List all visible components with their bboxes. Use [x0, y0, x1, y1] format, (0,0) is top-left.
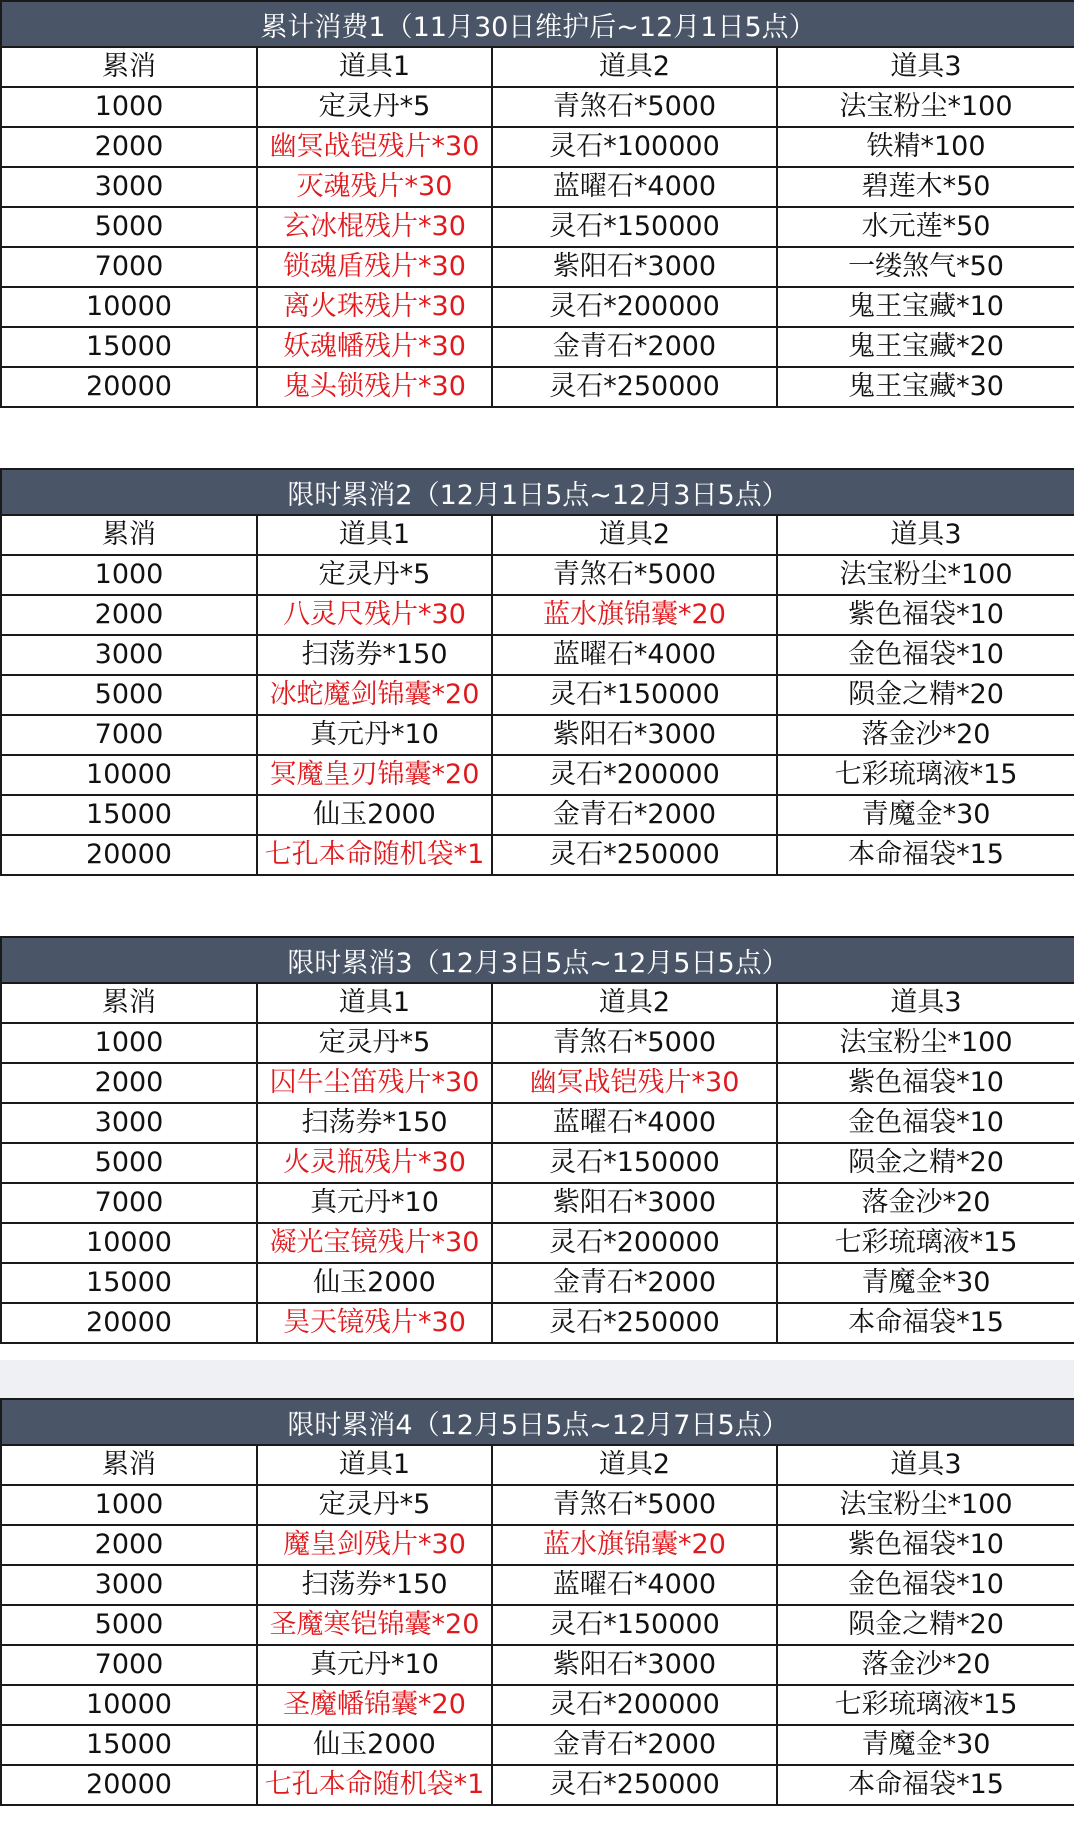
reward-table-2: [0, 468, 1074, 876]
item2-cell: 灵石*100000: [492, 127, 777, 167]
column-header: 道具1: [257, 515, 492, 555]
item2-cell: 灵石*250000: [492, 1765, 777, 1805]
item3-cell: 青魔金*30: [777, 795, 1074, 835]
table-row: [1, 1023, 1074, 1063]
amount-cell: 3000: [1, 635, 257, 675]
table-row: [1, 1063, 1074, 1103]
item2-cell: 灵石*250000: [492, 835, 777, 875]
table-row: [1, 1303, 1074, 1343]
table-row: [1, 1263, 1074, 1303]
amount-cell: 1000: [1, 555, 257, 595]
amount-cell: 5000: [1, 1605, 257, 1645]
item3-cell: 紫色福袋*10: [777, 1525, 1074, 1565]
table-row: [1, 367, 1074, 407]
item2-cell: 青煞石*5000: [492, 1023, 777, 1063]
column-header: 道具1: [257, 47, 492, 87]
table-row: [1, 755, 1074, 795]
table-row: [1, 1565, 1074, 1605]
amount-cell: 7000: [1, 247, 257, 287]
item1-cell: 仙玉2000: [257, 795, 492, 835]
gap-band: [0, 1360, 1074, 1398]
table-title: 限时累消2（12月1日5点~12月3日5点）: [1, 469, 1074, 515]
item3-cell: 青魔金*30: [777, 1263, 1074, 1303]
table-row: [1, 795, 1074, 835]
item2-cell: 紫阳石*3000: [492, 247, 777, 287]
table-row: [1, 1143, 1074, 1183]
amount-cell: 5000: [1, 207, 257, 247]
table-row: [1, 835, 1074, 875]
item1-cell: 魔皇剑残片*30: [257, 1525, 492, 1565]
amount-cell: 7000: [1, 1645, 257, 1685]
table-row: [1, 287, 1074, 327]
item3-cell: 紫色福袋*10: [777, 1063, 1074, 1103]
item3-cell: 陨金之精*20: [777, 675, 1074, 715]
item1-cell: 扫荡券*150: [257, 635, 492, 675]
item2-cell: 金青石*2000: [492, 1263, 777, 1303]
item3-cell: 法宝粉尘*100: [777, 1485, 1074, 1525]
item3-cell: 法宝粉尘*100: [777, 555, 1074, 595]
item1-cell: 圣魔幡锦囊*20: [257, 1685, 492, 1725]
item3-cell: 一缕煞气*50: [777, 247, 1074, 287]
column-header: 道具2: [492, 1445, 777, 1485]
amount-cell: 5000: [1, 1143, 257, 1183]
item2-cell: 蓝曜石*4000: [492, 167, 777, 207]
column-header: 道具3: [777, 515, 1074, 555]
item2-cell: 灵石*200000: [492, 755, 777, 795]
item1-cell: 凝光宝镜残片*30: [257, 1223, 492, 1263]
column-header: 道具1: [257, 983, 492, 1023]
item3-cell: 落金沙*20: [777, 1645, 1074, 1685]
item1-cell: 七孔本命随机袋*1: [257, 1765, 492, 1805]
item3-cell: 本命福袋*15: [777, 835, 1074, 875]
item1-cell: 真元丹*10: [257, 1645, 492, 1685]
table-row: [1, 167, 1074, 207]
item1-cell: 玄冰棍残片*30: [257, 207, 492, 247]
table-row: [1, 675, 1074, 715]
item3-cell: 金色福袋*10: [777, 1103, 1074, 1143]
reward-table: [0, 468, 1074, 876]
amount-cell: 1000: [1, 87, 257, 127]
table-header-row: [1, 515, 1074, 555]
table-row: [1, 87, 1074, 127]
table-row: [1, 1485, 1074, 1525]
item2-cell: 紫阳石*3000: [492, 1645, 777, 1685]
table-header-row: [1, 983, 1074, 1023]
item3-cell: 法宝粉尘*100: [777, 87, 1074, 127]
item1-cell: 妖魂幡残片*30: [257, 327, 492, 367]
item2-cell: 金青石*2000: [492, 327, 777, 367]
table-row: [1, 1103, 1074, 1143]
amount-cell: 2000: [1, 1525, 257, 1565]
item2-cell: 金青石*2000: [492, 795, 777, 835]
amount-cell: 1000: [1, 1485, 257, 1525]
item2-cell: 灵石*200000: [492, 287, 777, 327]
amount-cell: 20000: [1, 367, 257, 407]
item1-cell: 离火珠残片*30: [257, 287, 492, 327]
item1-cell: 定灵丹*5: [257, 1023, 492, 1063]
item2-cell: 幽冥战铠残片*30: [492, 1063, 777, 1103]
item3-cell: 紫色福袋*10: [777, 595, 1074, 635]
item1-cell: 火灵瓶残片*30: [257, 1143, 492, 1183]
item2-cell: 灵石*250000: [492, 1303, 777, 1343]
item2-cell: 青煞石*5000: [492, 87, 777, 127]
table-title: 累计消费1（11月30日维护后~12月1日5点）: [1, 1, 1074, 47]
reward-table: [0, 0, 1074, 408]
amount-cell: 1000: [1, 1023, 257, 1063]
amount-cell: 5000: [1, 675, 257, 715]
item1-cell: 灭魂残片*30: [257, 167, 492, 207]
table-row: [1, 1645, 1074, 1685]
amount-cell: 15000: [1, 327, 257, 367]
amount-cell: 2000: [1, 595, 257, 635]
column-header: 累消: [1, 983, 257, 1023]
amount-cell: 10000: [1, 1685, 257, 1725]
item3-cell: 七彩琉璃液*15: [777, 1685, 1074, 1725]
table-row: [1, 1765, 1074, 1805]
column-header: 累消: [1, 1445, 257, 1485]
item3-cell: 鬼王宝藏*30: [777, 367, 1074, 407]
item1-cell: 定灵丹*5: [257, 87, 492, 127]
amount-cell: 10000: [1, 755, 257, 795]
item3-cell: 鬼王宝藏*20: [777, 327, 1074, 367]
table-row: [1, 1183, 1074, 1223]
item3-cell: 本命福袋*15: [777, 1765, 1074, 1805]
table-row: [1, 715, 1074, 755]
amount-cell: 7000: [1, 1183, 257, 1223]
item2-cell: 紫阳石*3000: [492, 715, 777, 755]
table-header-row: [1, 1445, 1074, 1485]
reward-table-4: [0, 1398, 1074, 1806]
table-row: [1, 1605, 1074, 1645]
item1-cell: 冰蛇魔剑锦囊*20: [257, 675, 492, 715]
table-row: [1, 595, 1074, 635]
item2-cell: 灵石*150000: [492, 207, 777, 247]
amount-cell: 3000: [1, 1565, 257, 1605]
reward-table: [0, 936, 1074, 1344]
item3-cell: 法宝粉尘*100: [777, 1023, 1074, 1063]
item2-cell: 紫阳石*3000: [492, 1183, 777, 1223]
item3-cell: 碧莲木*50: [777, 167, 1074, 207]
item1-cell: 仙玉2000: [257, 1263, 492, 1303]
reward-table: [0, 1398, 1074, 1806]
item1-cell: 圣魔寒铠锦囊*20: [257, 1605, 492, 1645]
item2-cell: 蓝水旗锦囊*20: [492, 1525, 777, 1565]
item3-cell: 鬼王宝藏*10: [777, 287, 1074, 327]
table-row: [1, 207, 1074, 247]
item1-cell: 定灵丹*5: [257, 555, 492, 595]
item3-cell: 金色福袋*10: [777, 1565, 1074, 1605]
amount-cell: 10000: [1, 287, 257, 327]
amount-cell: 3000: [1, 167, 257, 207]
table-header-row: [1, 47, 1074, 87]
reward-table-1: [0, 0, 1074, 408]
amount-cell: 15000: [1, 795, 257, 835]
table-title: 限时累消3（12月3日5点~12月5日5点）: [1, 937, 1074, 983]
amount-cell: 15000: [1, 1263, 257, 1303]
item2-cell: 蓝曜石*4000: [492, 635, 777, 675]
reward-table-3: [0, 936, 1074, 1344]
item1-cell: 鬼头锁残片*30: [257, 367, 492, 407]
column-header: 道具3: [777, 1445, 1074, 1485]
item1-cell: 扫荡券*150: [257, 1565, 492, 1605]
table-row: [1, 127, 1074, 167]
amount-cell: 3000: [1, 1103, 257, 1143]
column-header: 道具3: [777, 47, 1074, 87]
item1-cell: 囚牛尘笛残片*30: [257, 1063, 492, 1103]
item2-cell: 蓝水旗锦囊*20: [492, 595, 777, 635]
item3-cell: 七彩琉璃液*15: [777, 755, 1074, 795]
table-row: [1, 1525, 1074, 1565]
item1-cell: 八灵尺残片*30: [257, 595, 492, 635]
item1-cell: 扫荡券*150: [257, 1103, 492, 1143]
item3-cell: 本命福袋*15: [777, 1303, 1074, 1343]
item3-cell: 陨金之精*20: [777, 1605, 1074, 1645]
table-row: [1, 1685, 1074, 1725]
item2-cell: 灵石*200000: [492, 1685, 777, 1725]
item1-cell: 昊天镜残片*30: [257, 1303, 492, 1343]
item3-cell: 陨金之精*20: [777, 1143, 1074, 1183]
item1-cell: 七孔本命随机袋*1: [257, 835, 492, 875]
item2-cell: 青煞石*5000: [492, 555, 777, 595]
item2-cell: 金青石*2000: [492, 1725, 777, 1765]
item2-cell: 灵石*150000: [492, 1143, 777, 1183]
item1-cell: 锁魂盾残片*30: [257, 247, 492, 287]
column-header: 道具2: [492, 515, 777, 555]
item2-cell: 灵石*150000: [492, 675, 777, 715]
item3-cell: 金色福袋*10: [777, 635, 1074, 675]
item3-cell: 水元莲*50: [777, 207, 1074, 247]
item2-cell: 蓝曜石*4000: [492, 1103, 777, 1143]
table-row: [1, 1725, 1074, 1765]
amount-cell: 15000: [1, 1725, 257, 1765]
table-row: [1, 327, 1074, 367]
item3-cell: 落金沙*20: [777, 1183, 1074, 1223]
amount-cell: 20000: [1, 1303, 257, 1343]
table-row: [1, 247, 1074, 287]
item2-cell: 灵石*150000: [492, 1605, 777, 1645]
amount-cell: 20000: [1, 835, 257, 875]
column-header: 道具3: [777, 983, 1074, 1023]
item2-cell: 灵石*200000: [492, 1223, 777, 1263]
amount-cell: 10000: [1, 1223, 257, 1263]
amount-cell: 2000: [1, 1063, 257, 1103]
item2-cell: 青煞石*5000: [492, 1485, 777, 1525]
column-header: 道具2: [492, 47, 777, 87]
item1-cell: 真元丹*10: [257, 1183, 492, 1223]
item3-cell: 七彩琉璃液*15: [777, 1223, 1074, 1263]
item3-cell: 落金沙*20: [777, 715, 1074, 755]
table-row: [1, 635, 1074, 675]
table-row: [1, 1223, 1074, 1263]
column-header: 累消: [1, 47, 257, 87]
item2-cell: 蓝曜石*4000: [492, 1565, 777, 1605]
table-row: [1, 555, 1074, 595]
amount-cell: 20000: [1, 1765, 257, 1805]
item3-cell: 铁精*100: [777, 127, 1074, 167]
item1-cell: 幽冥战铠残片*30: [257, 127, 492, 167]
column-header: 道具2: [492, 983, 777, 1023]
amount-cell: 2000: [1, 127, 257, 167]
item2-cell: 灵石*250000: [492, 367, 777, 407]
item3-cell: 青魔金*30: [777, 1725, 1074, 1765]
item1-cell: 冥魔皇刃锦囊*20: [257, 755, 492, 795]
column-header: 道具1: [257, 1445, 492, 1485]
item1-cell: 真元丹*10: [257, 715, 492, 755]
item1-cell: 定灵丹*5: [257, 1485, 492, 1525]
column-header: 累消: [1, 515, 257, 555]
amount-cell: 7000: [1, 715, 257, 755]
table-title: 限时累消4（12月5日5点~12月7日5点）: [1, 1399, 1074, 1445]
item1-cell: 仙玉2000: [257, 1725, 492, 1765]
